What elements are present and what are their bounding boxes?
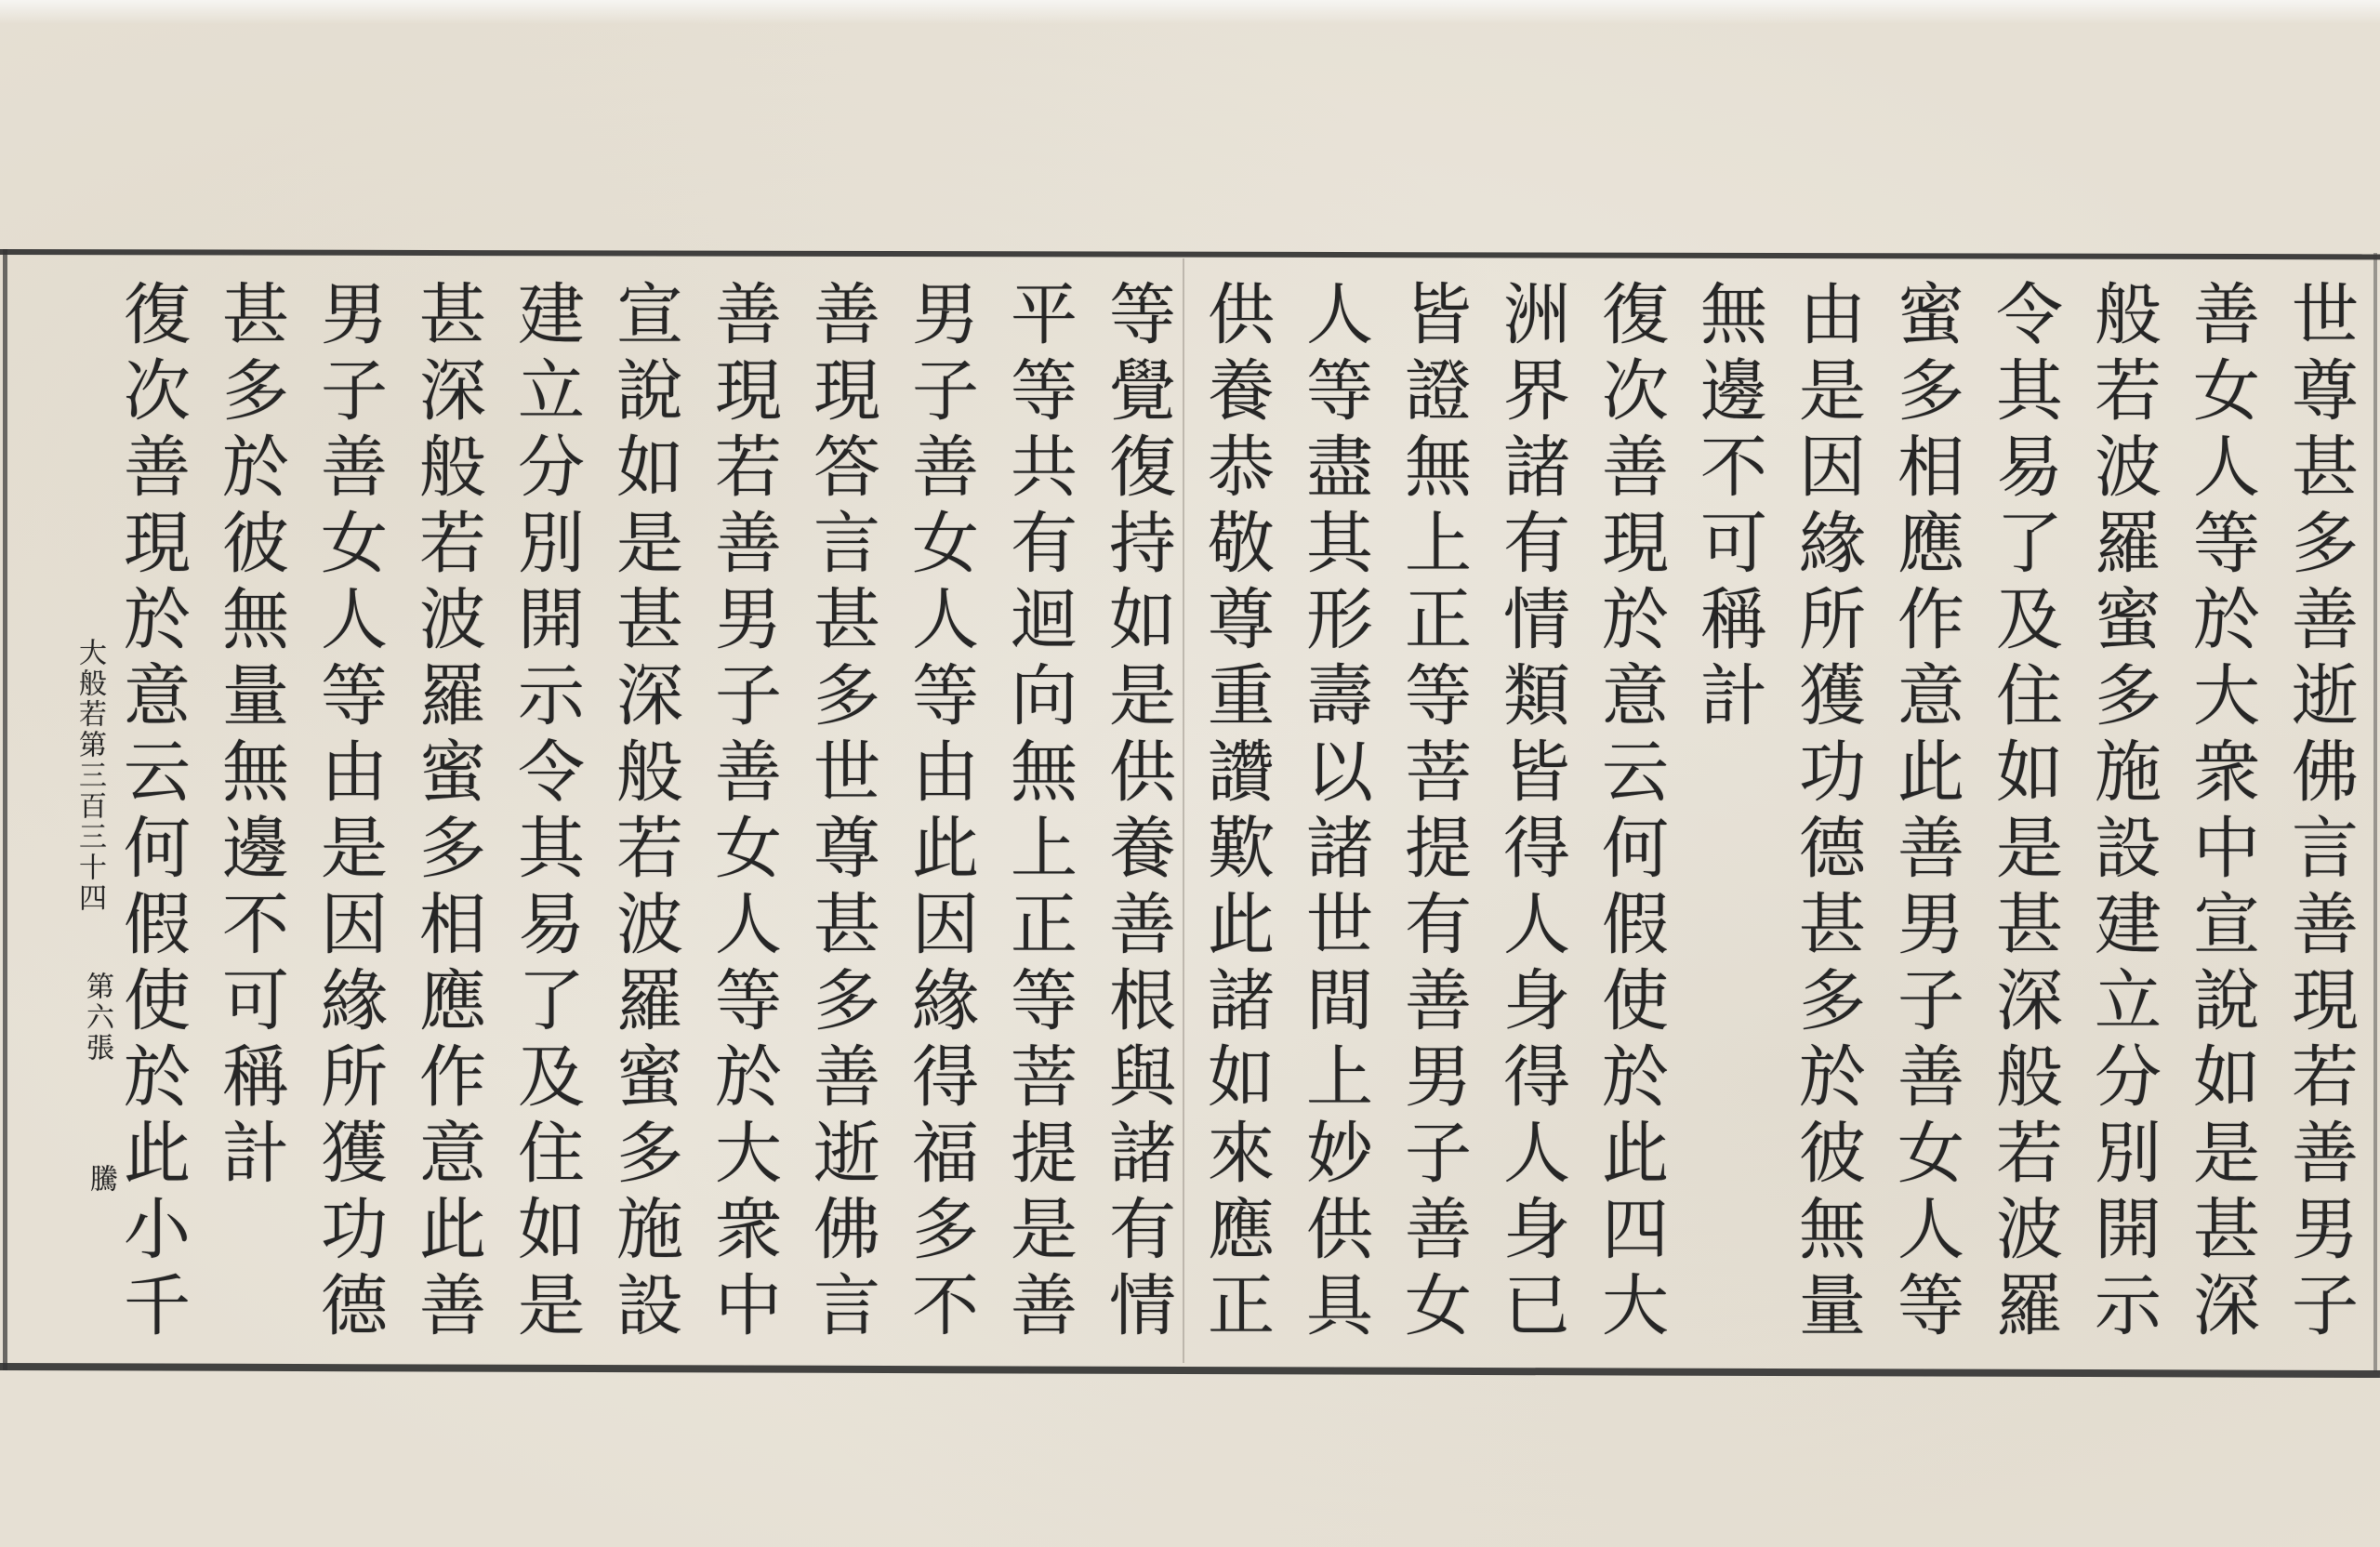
sheet-number-label: 第六張 [81,972,113,1064]
text-column: 等覺復持如是供養善根與諸有情 [1098,279,1176,1346]
sutra-text-block [102,279,2369,1357]
text-column: 由是因緣所獲功德甚多於彼無量 [1788,279,1866,1346]
text-column: 甚多於彼無量無邊不可稱計 [211,279,289,1194]
text-column: 復次善現於意云何假使於此小千 [112,279,191,1346]
text-column: 供養恭敬尊重讚歎此諸如來應正 [1197,279,1275,1346]
volume-label: 大般若第三百三十四 [73,638,106,914]
text-column: 建立分別開示令其易了及住如是 [507,279,585,1346]
border-right-rule [2373,253,2377,1372]
carver-mark-label: 騰 [85,1164,117,1195]
text-column: 復次善現於意云何假使於此四大 [1591,279,1669,1346]
text-column: 善現答言甚多世尊甚多善逝佛言 [802,279,880,1346]
text-column: 世尊甚多善逝佛言善現若善男子 [2281,279,2359,1346]
text-column: 男子善女人等由是因緣所獲功德 [310,279,388,1346]
text-column: 皆證無上正等菩提有善男子善女 [1394,279,1472,1346]
text-column: 平等共有迴向無上正等菩提是善 [999,279,1078,1346]
text-column: 般若波羅蜜多施設建立分別開示 [2083,279,2162,1346]
border-bottom-rule [0,1363,2380,1378]
text-column: 人等盡其形壽以諸世間上妙供具 [1295,279,1373,1346]
border-top-rule [0,249,2380,259]
text-column: 令其易了及住如是甚深般若波羅 [1985,279,2063,1346]
text-column: 洲界諸有情類皆得人身得人身已 [1492,279,1570,1346]
text-column: 善女人等於大衆中宣說如是甚深 [2182,279,2260,1346]
text-column: 蜜多相應作意此善男子善女人等 [1886,279,1964,1346]
text-column: 男子善女人等由此因緣得福多不 [901,279,979,1346]
border-left-rule [3,249,7,1370]
text-column: 甚深般若波羅蜜多相應作意此善 [408,279,486,1346]
text-column: 宣說如是甚深般若波羅蜜多施設 [605,279,683,1346]
scan-edge [0,0,2380,24]
text-column: 善現若善男子善女人等於大衆中 [704,279,782,1346]
text-column: 無邊不可稱計 [1689,279,1767,736]
